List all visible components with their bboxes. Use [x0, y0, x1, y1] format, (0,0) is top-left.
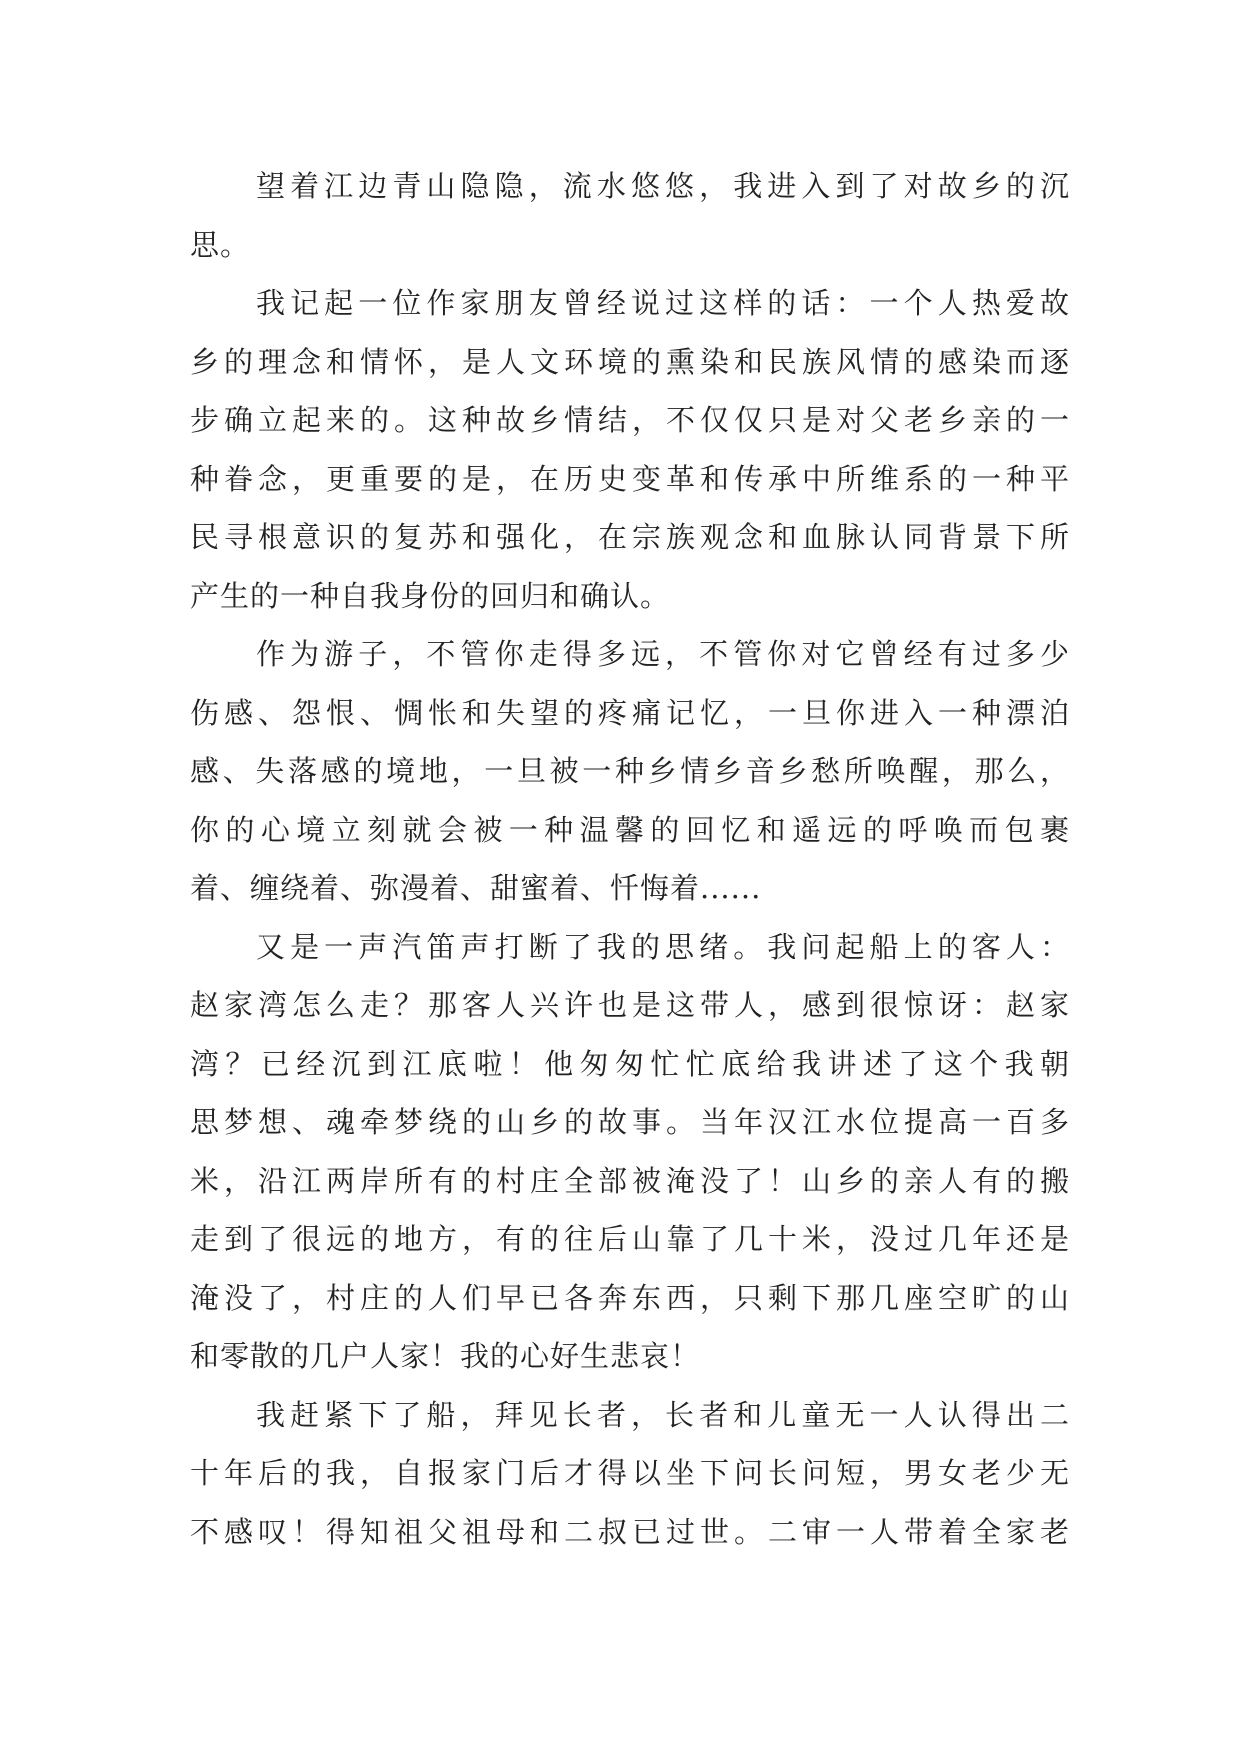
text-line: 思梦想、魂牵梦绕的山乡的故事。当年汉江水位提高一百多 — [190, 1105, 1070, 1139]
text-line: 淹没了，村庄的人们早已各奔东西，只剩下那几座空旷的山 — [190, 1280, 1070, 1315]
text-line: 你的心境立刻就会被一种温馨的回忆和遥远的呼唤而包裹 — [190, 812, 1070, 847]
text-line: 感、失落感的境地，一旦被一种乡情乡音乡愁所唤醒，那么， — [190, 754, 1070, 788]
text-line: 赵家湾怎么走？那客人兴许也是这带人，感到很惊讶：赵家 — [190, 988, 1070, 1022]
text-line: 思。 — [190, 227, 251, 262]
text-line: 和零散的几户人家！我的心好生悲哀！ — [190, 1339, 701, 1373]
text-line: 米，沿江两岸所有的村庄全部被淹没了！山乡的亲人有的搬 — [190, 1163, 1070, 1198]
text-line: 我记起一位作家朋友曾经说过这样的话：一个人热爱故 — [256, 286, 1070, 320]
text-line: 又是一声汽笛声打断了我的思绪。我问起船上的客人： — [256, 929, 1070, 964]
text-line: 民寻根意识的复苏和强化，在宗族观念和血脉认同背景下所 — [190, 520, 1070, 554]
text-line: 伤感、怨恨、惆怅和失望的疼痛记忆，一旦你进入一种漂泊 — [190, 695, 1070, 730]
text-line: 步确立起来的。这种故乡情结，不仅仅只是对父老乡亲的一 — [190, 403, 1070, 437]
text-line: 种眷念，更重要的是，在历史变革和传承中所维系的一种平 — [190, 461, 1070, 496]
text-line: 作为游子，不管你走得多远，不管你对它曾经有过多少 — [256, 637, 1070, 671]
text-line: 产生的一种自我身份的回归和确认。 — [190, 578, 671, 613]
text-line: 不感叹！得知祖父祖母和二叔已过世。二审一人带着全家老 — [190, 1514, 1070, 1549]
text-line: 望着江边青山隐隐，流水悠悠，我进入到了对故乡的沉 — [256, 169, 1070, 203]
text-line: 湾？已经沉到江底啦！他匆匆忙忙底给我讲述了这个我朝 — [190, 1046, 1070, 1081]
text-line: 我赶紧下了船，拜见长者，长者和儿童无一人认得出二 — [256, 1397, 1070, 1432]
text-line: 十年后的我，自报家门后才得以坐下问长问短，男女老少无 — [190, 1456, 1070, 1490]
text-line: 着、缠绕着、弥漫着、甜蜜着、忏悔着...... — [190, 871, 762, 905]
text-line: 走到了很远的地方，有的往后山靠了几十米，没过几年还是 — [190, 1222, 1070, 1256]
text-line: 乡的理念和情怀，是人文环境的熏染和民族风情的感染而逐 — [190, 344, 1070, 379]
body-text — [190, 157, 1070, 1561]
